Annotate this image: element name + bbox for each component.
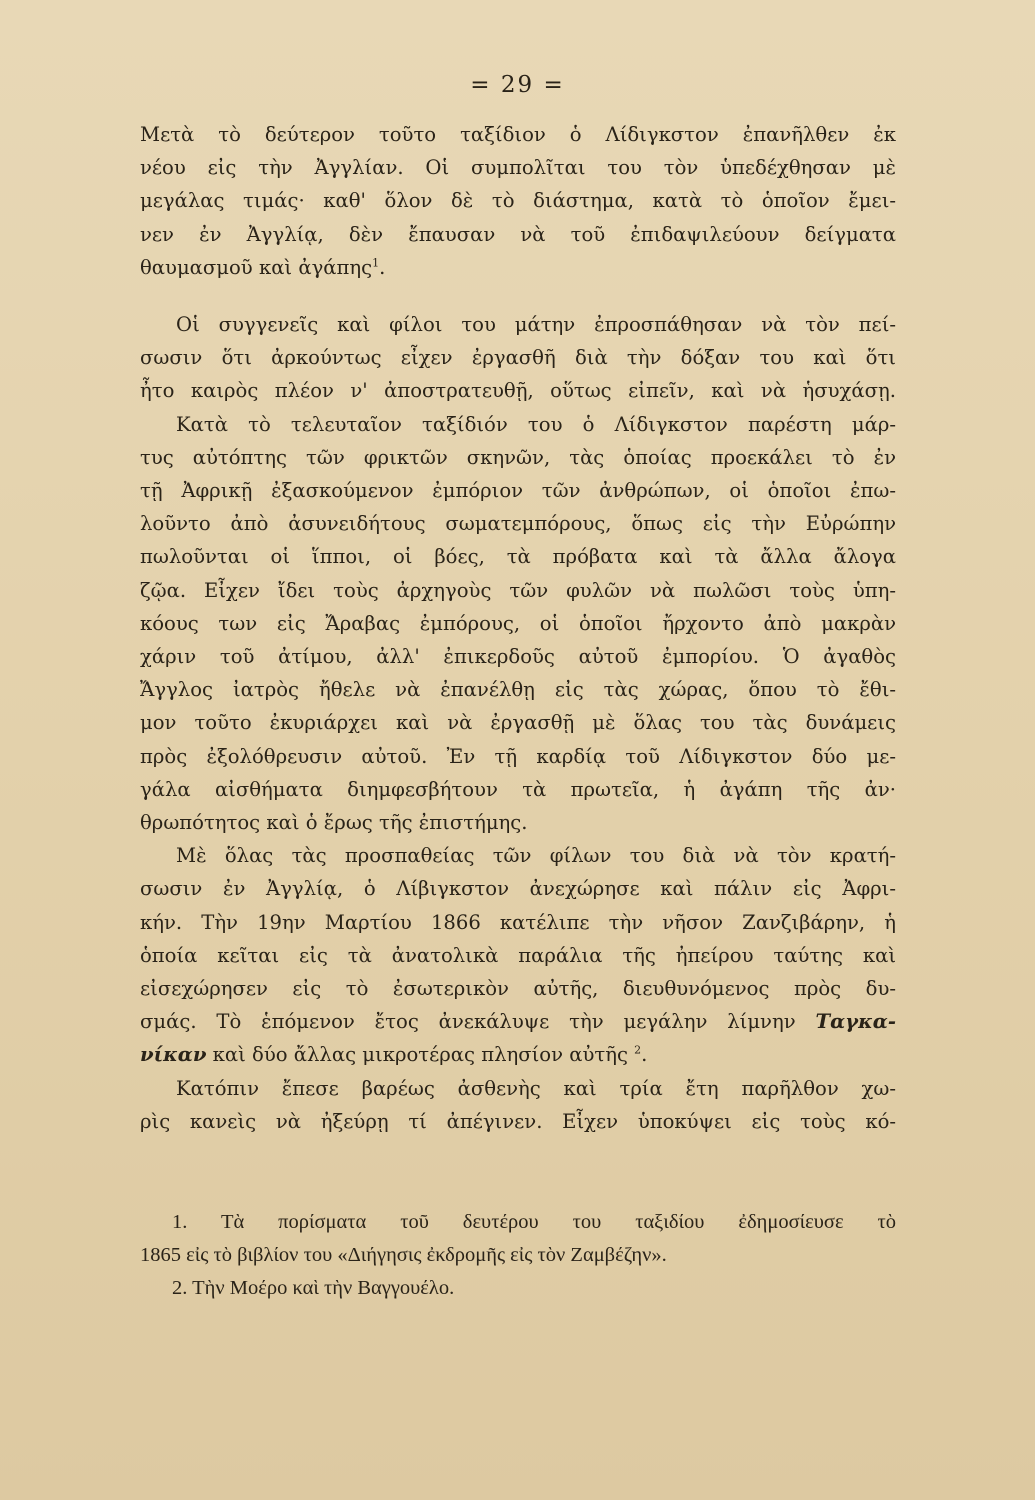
text-line: χάριν τοῦ ἀτίμου, ἀλλ' ἐπικερδοῦς αὐτοῦ ἐμπορίου. Ὁ ἀγαθὸς — [140, 645, 896, 669]
text-fragment: θαυμασμοῦ καὶ ἀγάπης — [140, 255, 373, 279]
page-number: = 29 = — [470, 72, 565, 98]
paragraph-3 — [140, 408, 896, 840]
text-line: ὁποία κεῖται εἰς τὰ ἀνατολικὰ παράλια τῆς ἠπείρου ταύτης καὶ — [140, 943, 896, 967]
text-line: νεν ἐν Ἀγγλίᾳ, δὲν ἔπαυσαν νὰ τοῦ ἐπιδαψιλεύουν δείγματα — [140, 222, 896, 246]
main-text — [140, 118, 896, 1138]
paragraph-2 — [140, 308, 896, 408]
text-line: σωσιν ἐν Ἀγγλίᾳ, ὁ Λίβιγκστον ἀνεχώρησε καὶ πάλιν εἰς Ἀφρι- — [140, 877, 896, 901]
footnote-1-line-1: 1. Τὰ πορίσματα τοῦ δευτέρου του ταξιδίου ἐδημοσίευσε τὸ — [172, 1211, 896, 1233]
text-line: Κατὰ τὸ τελευταῖον ταξίδιόν του ὁ Λίδιγκστον παρέστη μάρ- — [176, 412, 896, 436]
text-line: Μετὰ τὸ δεύτερον τοῦτο ταξίδιον ὁ Λίδιγκστον ἐπανῆλθεν ἐκ — [140, 123, 896, 146]
text-line — [140, 251, 896, 284]
paragraph-4 — [140, 839, 896, 1071]
text-line: νέου εἰς τὴν Ἀγγλίαν. Οἱ συμπολῖται του τὸν ὑπεδέχθησαν μὲ — [140, 156, 896, 180]
text-line: σωσιν ὅτι ἀρκούντως εἶχεν ἐργασθῆ διὰ τὴν δόξαν του καὶ ὅτι — [140, 346, 896, 370]
text-line: Κατόπιν ἔπεσε βαρέως ἀσθενὴς καὶ τρία ἔτη παρῆλθον χω- — [176, 1076, 896, 1100]
footnotes — [140, 1206, 896, 1305]
text-line — [140, 1005, 896, 1038]
text-line: τυς αὐτόπτης τῶν φρικτῶν σκηνῶν, τὰς ὁποίας προεκάλει τὸ ἐν — [140, 445, 896, 469]
text-line: ἦτο καιρὸς πλέον ν' ἀποστρατευθῇ, οὕτως εἰπεῖν, καὶ νὰ ἡσυχάσῃ. — [140, 379, 896, 403]
text-line: εἰσεχώρησεν εἰς τὸ ἐσωτερικὸν αὐτῆς, διευθυνόμενος πρὸς δυ- — [140, 977, 896, 1001]
text-line: Μὲ ὅλας τὰς προσπαθείας τῶν φίλων του διὰ νὰ τὸν κρατή- — [176, 844, 896, 868]
text-line: Ἄγγλος ἰατρὸς ἤθελε νὰ ἐπανέλθῃ εἰς τὰς χώρας, ὅπου τὸ ἔθι- — [140, 678, 896, 702]
text-line: τῇ Ἀφρικῇ ἐξασκούμενον ἐμπόριον τῶν ἀνθρώπων, οἱ ὁποῖοι ἐπω- — [140, 479, 896, 503]
footnote-reference: 1 — [372, 256, 380, 270]
text-line: ρὶς κανεὶς νὰ ἠξεύρῃ τί ἀπέγινεν. Εἶχεν ὑποκύψει εἰς τοὺς κό- — [140, 1109, 896, 1133]
footnote-1-line-2: 1865 εἰς τὸ βιβλίον του «Διήγησις ἐκδρομῆς εἰς τὸν Ζαμβέζην». — [140, 1244, 667, 1266]
text-line: μεγάλας τιμάς· καθ' ὅλον δὲ τὸ διάστημα, κατὰ τὸ ὁποῖον ἔμει- — [140, 189, 896, 213]
paragraph-1 — [140, 118, 896, 284]
text-line — [140, 1038, 896, 1071]
text-fragment: σμάς. Τὸ ἑπόμενον ἔτος ἀνεκάλυψε τὴν μεγάλην λίμνην — [140, 1010, 796, 1034]
text-line: πρὸς ἐξολόθρευσιν αὐτοῦ. Ἐν τῇ καρδίᾳ τοῦ Λίδιγκστον δύο με- — [140, 744, 896, 768]
text-line: γάλα αἰσθήματα διημφεσβήτουν τὰ πρωτεῖα, ἡ ἀγάπη τῆς ἀν· — [140, 777, 896, 801]
punctuation: . — [641, 1043, 648, 1067]
paragraph-5 — [140, 1072, 896, 1138]
text-line: μον τοῦτο ἐκυριάρχει καὶ νὰ ἐργασθῇ μὲ ὅλας του τὰς δυνάμεις — [140, 711, 896, 735]
footnote-reference: 2 — [634, 1043, 642, 1057]
footnote-2: 2. Τὴν Μοέρο καὶ τὴν Βαγγουέλο. — [172, 1277, 455, 1299]
text-fragment: καὶ δύο ἄλλας μικροτέρας πλησίον αὐτῆς — [206, 1043, 628, 1067]
text-line: Οἱ συγγενεῖς καὶ φίλοι του μάτην ἐπροσπάθησαν νὰ τὸν πεί- — [176, 313, 896, 337]
lake-name-emphasis: νίκαν — [140, 1043, 207, 1067]
text-line: θρωπότητος καὶ ὁ ἔρως τῆς ἐπιστήμης. — [140, 811, 528, 835]
text-line: κόους των εἰς Ἄραβας ἐμπόρους, οἱ ὁποῖοι ἤρχοντο ἀπὸ μακρὰν — [140, 611, 896, 635]
text-line: πωλοῦνται οἱ ἵπποι, οἱ βόες, τὰ πρόβατα καὶ τὰ ἄλλα ἄλογα — [140, 545, 896, 569]
lake-name-emphasis: Ταγκα- — [815, 1010, 896, 1034]
punctuation: . — [379, 255, 386, 279]
text-line: κήν. Τὴν 19ην Μαρτίου 1866 κατέλιπε τὴν νῆσον Ζανζιβάρην, ἡ — [140, 910, 896, 934]
text-line: λοῦντο ἀπὸ ἀσυνειδήτους σωματεμπόρους, ὅπως εἰς τὴν Εὐρώπην — [140, 512, 896, 536]
text-line: ζῷα. Εἶχεν ἴδει τοὺς ἀρχηγοὺς τῶν φυλῶν νὰ πωλῶσι τοὺς ὑπη- — [140, 578, 896, 602]
